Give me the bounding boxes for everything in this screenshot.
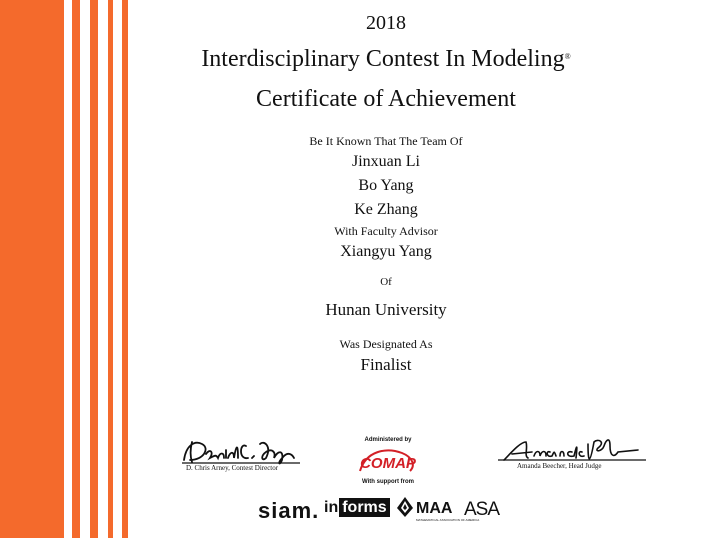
designation-label: Was Designated As bbox=[339, 337, 433, 351]
faculty-advisor: Xiangyu Yang bbox=[340, 243, 432, 260]
stripe bbox=[72, 0, 80, 538]
asa-logo: ASA bbox=[464, 499, 500, 520]
contest-name bbox=[140, 46, 632, 73]
registered-mark: ® bbox=[564, 52, 571, 61]
director-signature bbox=[180, 436, 302, 480]
informs-logo bbox=[324, 499, 390, 517]
institution-name: Hunan University bbox=[325, 300, 447, 319]
support-label: With support from bbox=[362, 479, 414, 485]
stripe bbox=[122, 0, 128, 538]
comap-logo-icon bbox=[356, 445, 420, 475]
advisor-label: With Faculty Advisor bbox=[334, 224, 438, 238]
informs-prefix: in bbox=[324, 499, 339, 516]
head-judge-caption: Amanda Beecher, Head Judge bbox=[517, 462, 602, 470]
team-member: Bo Yang bbox=[358, 177, 414, 194]
intro-text: Be It Known That The Team Of bbox=[309, 134, 463, 148]
contest-name-text: Interdisciplinary Contest In Modeling bbox=[201, 46, 565, 72]
administered-by-block bbox=[352, 437, 424, 475]
stripe-wide bbox=[0, 0, 64, 538]
stripe bbox=[108, 0, 113, 538]
administered-by-label: Administered by bbox=[364, 437, 412, 443]
siam-logo: siam. bbox=[258, 498, 320, 523]
maa-text: MAA bbox=[416, 500, 453, 517]
comap-logo-text: COMAP bbox=[360, 455, 416, 472]
informs-box: forms bbox=[339, 498, 389, 517]
team-member: Jinxuan Li bbox=[352, 153, 420, 170]
decorative-stripes bbox=[0, 0, 140, 538]
maa-emblem-icon bbox=[396, 496, 414, 518]
team-member: Ke Zhang bbox=[354, 201, 418, 218]
certificate-year: 2018 bbox=[366, 12, 406, 34]
director-caption: D. Chris Arney, Contest Director bbox=[186, 464, 279, 472]
of-label: Of bbox=[380, 276, 392, 288]
head-judge-signature bbox=[498, 434, 648, 480]
award-designation: Finalist bbox=[360, 355, 412, 374]
maa-subtitle: MATHEMATICAL ASSOCIATION OF AMERICA bbox=[416, 518, 480, 522]
stripe bbox=[90, 0, 98, 538]
certificate-title: Certificate of Achievement bbox=[256, 86, 516, 112]
